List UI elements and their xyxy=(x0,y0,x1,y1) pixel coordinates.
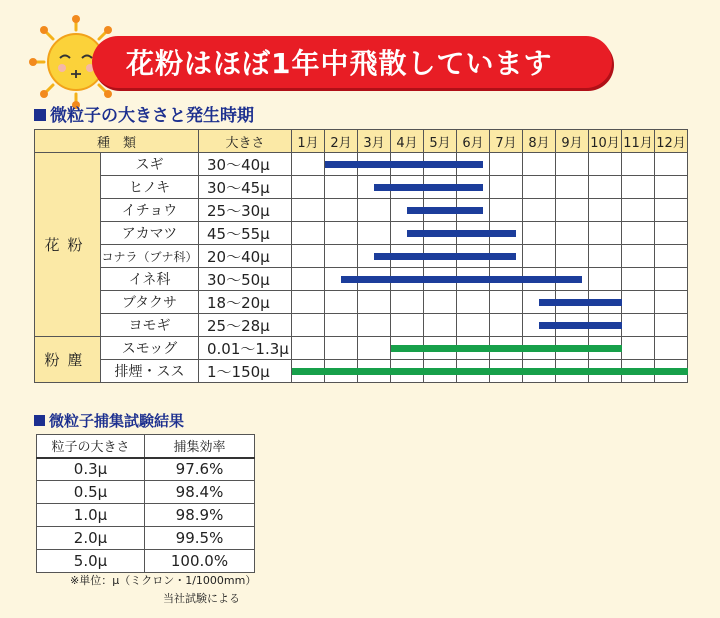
efficiency: 98.4% xyxy=(145,481,255,504)
month-cell xyxy=(424,268,457,291)
month-header: 8月 xyxy=(523,130,556,153)
source-note: 当社試験による xyxy=(163,592,240,605)
month-cell xyxy=(358,291,391,314)
particle-size: 0.5μ xyxy=(37,481,145,504)
table-row xyxy=(35,245,688,268)
month-cell xyxy=(325,360,358,383)
month-cell xyxy=(391,314,424,337)
particle-size: 45～55μ xyxy=(199,222,292,245)
month-header: 10月 xyxy=(589,130,622,153)
month-cell xyxy=(325,337,358,360)
month-cell xyxy=(457,153,490,176)
particle-size: 1.0μ xyxy=(37,504,145,527)
table-row xyxy=(35,199,688,222)
month-cell xyxy=(556,291,589,314)
month-cell xyxy=(358,245,391,268)
particle-name: スギ xyxy=(101,153,199,176)
month-cell xyxy=(457,245,490,268)
banner-title: 花粉はほぼ1年中飛散しています xyxy=(126,47,553,80)
month-header: 6月 xyxy=(457,130,490,153)
particle-size: 25～28μ xyxy=(199,314,292,337)
month-cell xyxy=(391,291,424,314)
month-cell xyxy=(655,337,688,360)
month-cell xyxy=(556,314,589,337)
month-cell xyxy=(424,337,457,360)
table-row xyxy=(37,504,255,527)
month-cell xyxy=(391,360,424,383)
month-cell xyxy=(325,314,358,337)
month-cell xyxy=(490,291,523,314)
table-row xyxy=(37,550,255,573)
month-cell xyxy=(325,291,358,314)
particle-name: ブタクサ xyxy=(101,291,199,314)
particle-name: スモッグ xyxy=(101,337,199,360)
month-cell xyxy=(622,222,655,245)
efficiency: 100.0% xyxy=(145,550,255,573)
month-cell xyxy=(490,268,523,291)
month-cell xyxy=(457,360,490,383)
month-header: 7月 xyxy=(490,130,523,153)
month-cell xyxy=(391,153,424,176)
particle-size: 0.01～1.3μ xyxy=(199,337,292,360)
month-cell xyxy=(457,268,490,291)
month-cell xyxy=(391,176,424,199)
month-cell xyxy=(358,314,391,337)
month-cell xyxy=(556,199,589,222)
month-cell xyxy=(424,199,457,222)
month-cell xyxy=(556,337,589,360)
month-cell xyxy=(292,245,325,268)
month-cell xyxy=(655,360,688,383)
month-header: 5月 xyxy=(424,130,457,153)
section-heading-particles xyxy=(34,101,254,126)
month-cell xyxy=(457,176,490,199)
month-header: 9月 xyxy=(556,130,589,153)
month-cell xyxy=(325,245,358,268)
month-cell xyxy=(325,153,358,176)
month-cell xyxy=(292,360,325,383)
particle-size: 30～50μ xyxy=(199,268,292,291)
capture-table-header xyxy=(37,435,255,458)
month-cell xyxy=(556,245,589,268)
month-cell xyxy=(622,291,655,314)
month-cell xyxy=(292,222,325,245)
section-heading-text: 微粒子の大きさと発生時期 xyxy=(50,106,254,126)
month-cell xyxy=(391,337,424,360)
month-cell xyxy=(655,291,688,314)
month-cell xyxy=(292,153,325,176)
month-header: 3月 xyxy=(358,130,391,153)
table-row xyxy=(35,291,688,314)
pollen-schedule-table xyxy=(34,129,688,383)
month-cell xyxy=(556,360,589,383)
month-cell xyxy=(490,314,523,337)
efficiency: 97.6% xyxy=(145,458,255,481)
month-cell xyxy=(523,337,556,360)
month-cell xyxy=(655,199,688,222)
month-cell xyxy=(325,268,358,291)
table-row xyxy=(35,222,688,245)
month-cell xyxy=(424,360,457,383)
particle-name: イネ科 xyxy=(101,268,199,291)
month-cell xyxy=(292,176,325,199)
month-cell xyxy=(589,222,622,245)
table-row xyxy=(35,153,688,176)
table-row xyxy=(35,337,688,360)
month-cell xyxy=(292,291,325,314)
month-cell xyxy=(358,222,391,245)
month-cell xyxy=(523,245,556,268)
month-cell xyxy=(523,199,556,222)
particle-size: 2.0μ xyxy=(37,527,145,550)
month-header: 4月 xyxy=(391,130,424,153)
category-label: 粉塵 xyxy=(35,337,101,383)
month-cell xyxy=(490,153,523,176)
table-row xyxy=(37,481,255,504)
month-cell xyxy=(655,314,688,337)
month-cell xyxy=(523,360,556,383)
month-cell xyxy=(589,291,622,314)
month-cell xyxy=(391,268,424,291)
month-cell xyxy=(325,222,358,245)
month-cell xyxy=(292,268,325,291)
month-cell xyxy=(589,360,622,383)
month-cell xyxy=(325,176,358,199)
square-bullet-icon xyxy=(34,109,46,121)
month-cell xyxy=(391,222,424,245)
month-cell xyxy=(589,199,622,222)
month-cell xyxy=(424,314,457,337)
month-cell xyxy=(556,268,589,291)
efficiency: 99.5% xyxy=(145,527,255,550)
month-cell xyxy=(622,314,655,337)
month-header: 1月 xyxy=(292,130,325,153)
month-cell xyxy=(556,176,589,199)
month-cell xyxy=(424,176,457,199)
particle-name: 排煙・スス xyxy=(101,360,199,383)
header-size: 大きさ xyxy=(199,130,292,153)
month-cell xyxy=(523,153,556,176)
table-row xyxy=(35,268,688,291)
month-cell xyxy=(490,176,523,199)
table-row xyxy=(37,458,255,481)
month-cell xyxy=(490,245,523,268)
month-cell xyxy=(589,245,622,268)
month-cell xyxy=(358,176,391,199)
month-cell xyxy=(391,245,424,268)
table-row xyxy=(37,527,255,550)
table-row xyxy=(35,314,688,337)
month-cell xyxy=(655,245,688,268)
month-cell xyxy=(655,153,688,176)
month-cell xyxy=(655,268,688,291)
month-cell xyxy=(424,153,457,176)
month-cell xyxy=(391,199,424,222)
particle-name: アカマツ xyxy=(101,222,199,245)
particle-size: 30～40μ xyxy=(199,153,292,176)
month-cell xyxy=(424,222,457,245)
month-cell xyxy=(358,199,391,222)
month-cell xyxy=(424,291,457,314)
month-cell xyxy=(457,337,490,360)
particle-name: ヒノキ xyxy=(101,176,199,199)
month-cell xyxy=(457,314,490,337)
pollen-table-header xyxy=(35,130,688,153)
banner xyxy=(92,36,612,88)
efficiency: 98.9% xyxy=(145,504,255,527)
month-cell xyxy=(457,291,490,314)
month-cell xyxy=(589,314,622,337)
month-cell xyxy=(523,222,556,245)
header-type: 種 類 xyxy=(35,130,199,153)
month-cell xyxy=(556,222,589,245)
month-cell xyxy=(523,314,556,337)
month-cell xyxy=(622,268,655,291)
month-cell xyxy=(292,337,325,360)
month-cell xyxy=(523,268,556,291)
particle-size: 1～150μ xyxy=(199,360,292,383)
month-cell xyxy=(490,222,523,245)
particle-size: 5.0μ xyxy=(37,550,145,573)
particle-size: 25～30μ xyxy=(199,199,292,222)
month-cell xyxy=(358,268,391,291)
month-cell xyxy=(622,360,655,383)
month-cell xyxy=(622,199,655,222)
month-cell xyxy=(523,176,556,199)
table-row xyxy=(35,176,688,199)
capture-efficiency-table xyxy=(36,434,255,573)
particle-size: 20～40μ xyxy=(199,245,292,268)
particle-name: コナラ（ブナ科） xyxy=(101,245,199,268)
month-cell xyxy=(292,314,325,337)
particle-size: 30～45μ xyxy=(199,176,292,199)
month-cell xyxy=(556,153,589,176)
section-heading-text: 微粒子捕集試験結果 xyxy=(49,412,185,430)
unit-note: ※単位：μ（ミクロン・1/1000mm） xyxy=(70,574,257,587)
month-cell xyxy=(424,245,457,268)
month-cell xyxy=(490,199,523,222)
month-cell xyxy=(358,360,391,383)
month-cell xyxy=(655,176,688,199)
month-cell xyxy=(325,199,358,222)
particle-size: 18～20μ xyxy=(199,291,292,314)
month-cell xyxy=(589,337,622,360)
table-row xyxy=(35,360,688,383)
month-cell xyxy=(589,153,622,176)
month-header: 2月 xyxy=(325,130,358,153)
month-cell xyxy=(622,153,655,176)
particle-name: イチョウ xyxy=(101,199,199,222)
square-bullet-icon xyxy=(34,415,45,426)
month-cell xyxy=(490,360,523,383)
month-cell xyxy=(523,291,556,314)
category-label: 花粉 xyxy=(35,153,101,337)
month-cell xyxy=(622,176,655,199)
month-cell xyxy=(358,153,391,176)
month-cell xyxy=(622,245,655,268)
month-cell xyxy=(589,176,622,199)
header-particle-size: 粒子の大きさ xyxy=(37,435,145,458)
month-cell xyxy=(457,199,490,222)
month-cell xyxy=(358,337,391,360)
header-efficiency: 捕集効率 xyxy=(145,435,255,458)
particle-name: ヨモギ xyxy=(101,314,199,337)
section-heading-capture xyxy=(34,410,184,431)
month-cell xyxy=(457,222,490,245)
month-cell xyxy=(655,222,688,245)
month-cell xyxy=(622,337,655,360)
month-cell xyxy=(490,337,523,360)
month-cell xyxy=(292,199,325,222)
month-header: 12月 xyxy=(655,130,688,153)
month-header: 11月 xyxy=(622,130,655,153)
particle-size: 0.3μ xyxy=(37,458,145,481)
month-cell xyxy=(589,268,622,291)
